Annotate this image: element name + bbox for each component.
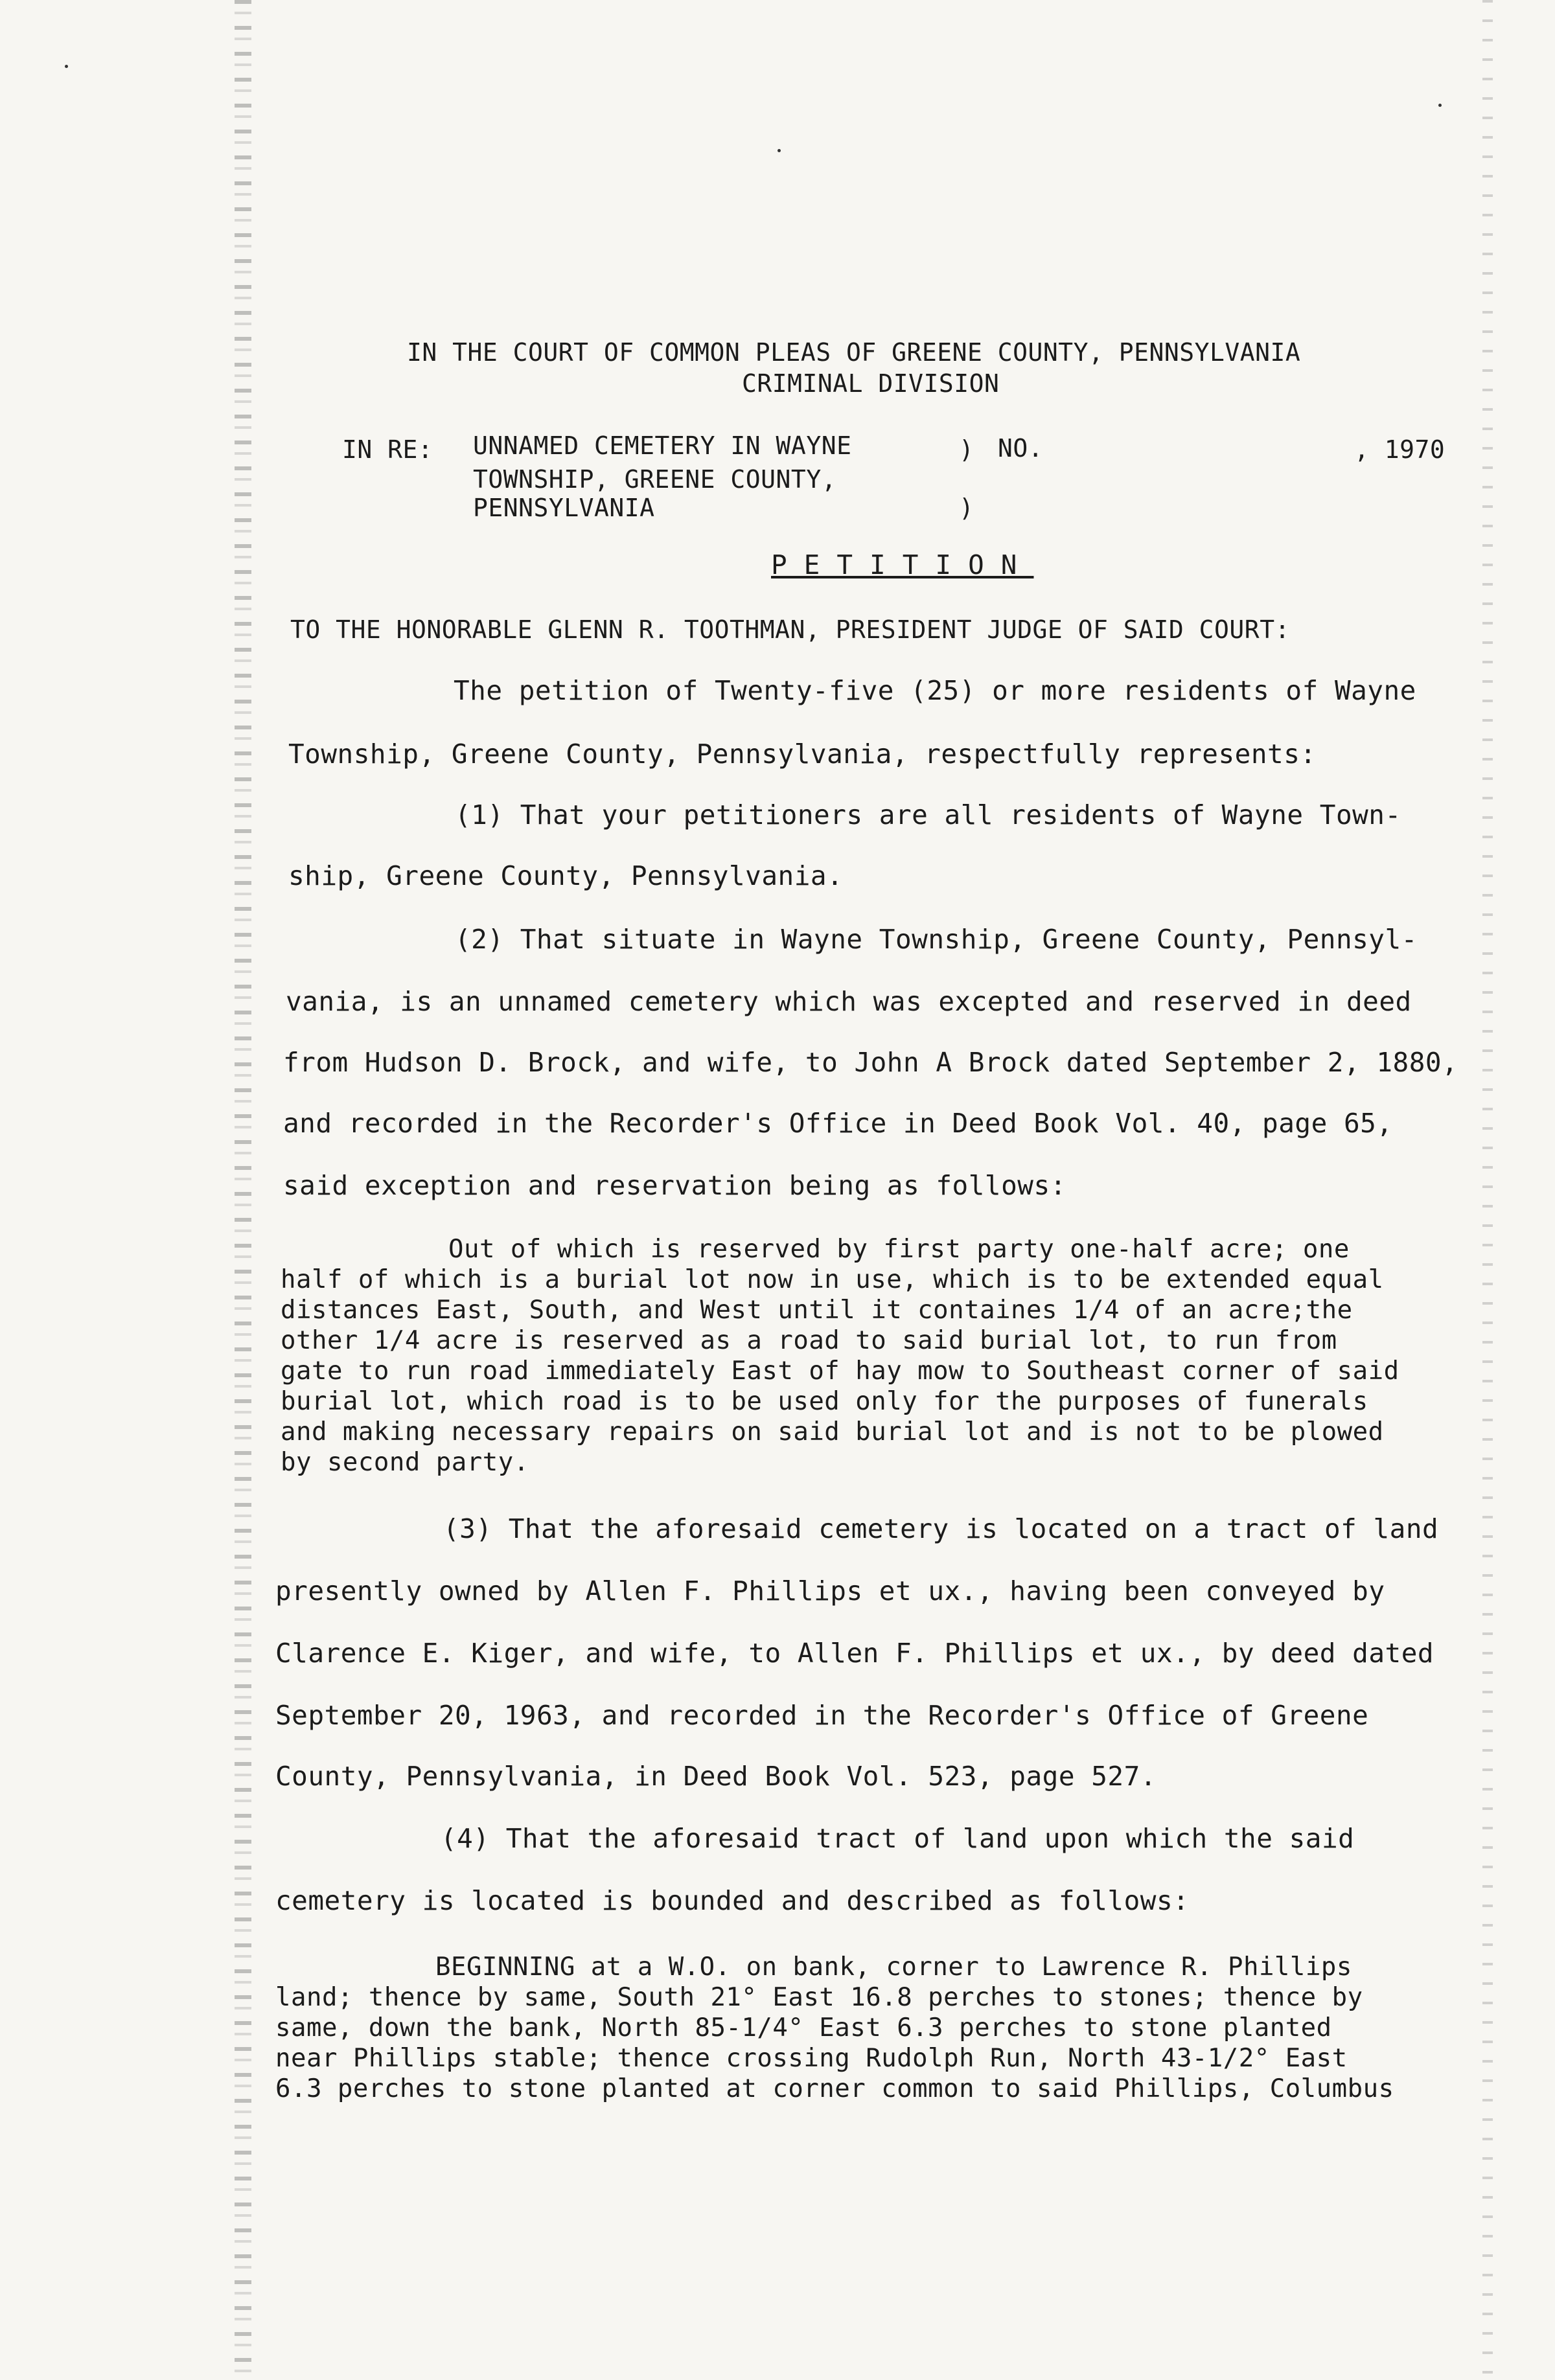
paragraph-3-line: County, Pennsylvania, in Deed Book Vol. 523, page 527. bbox=[275, 1761, 1157, 1792]
deed-quote-line: other 1/4 acre is reserved as a road to said burial lot, to run from bbox=[281, 1326, 1337, 1355]
deed-quote-line: half of which is a burial lot now in use, which is to be extended equal bbox=[281, 1265, 1384, 1294]
paragraph-2-line: vania, is an unnamed cemetery which was excepted and reserved in deed bbox=[286, 986, 1412, 1017]
addressee: TO THE HONORABLE GLENN R. TOOTHMAN, PRESIDENT JUDGE OF SAID COURT: bbox=[290, 615, 1290, 644]
paragraph-4-line: (4) That the aforesaid tract of land upon which the said bbox=[441, 1823, 1355, 1854]
paragraph-3-line: presently owned by Allen F. Phillips et ux., having been conveyed by bbox=[275, 1575, 1385, 1607]
paragraph-2-line: and recorded in the Recorder's Office in Deed Book Vol. 40, page 65, bbox=[283, 1108, 1393, 1139]
deed-quote-line: and making necessary repairs on said burial lot and is not to be plowed bbox=[281, 1417, 1384, 1447]
deed-quote-line: gate to run road immediately East of hay mow to Southeast corner of said bbox=[281, 1356, 1400, 1386]
scan-edge-left bbox=[235, 0, 251, 2380]
paragraph-2-line: from Hudson D. Brock, and wife, to John A Brock dated September 2, 1880, bbox=[283, 1047, 1458, 1078]
paragraph-3-line: September 20, 1963, and recorded in the Recorder's Office of Greene bbox=[275, 1700, 1369, 1731]
paragraph-4-line: cemetery is located is bounded and described as follows: bbox=[275, 1885, 1190, 1916]
intro-line: Township, Greene County, Pennsylvania, respectfully represents: bbox=[288, 738, 1317, 770]
paragraph-3-line: Clarence E. Kiger, and wife, to Allen F. Phillips et ux., by deed dated bbox=[275, 1638, 1434, 1669]
deed-quote-line: distances East, South, and West until it containes 1/4 of an acre;the bbox=[281, 1296, 1353, 1325]
caption-bracket: ) bbox=[959, 494, 974, 522]
court-heading-line1: IN THE COURT OF COMMON PLEAS OF GREENE COUNTY, PENNSYLVANIA bbox=[407, 338, 1301, 367]
intro-line: The petition of Twenty-five (25) or more residents of Wayne bbox=[454, 675, 1416, 706]
tract-description-line: near Phillips stable; thence crossing Rudolph Run, North 43-1/2° East bbox=[275, 2044, 1348, 2073]
paragraph-2-line: said exception and reservation being as follows: bbox=[283, 1170, 1066, 1201]
deed-quote-line: burial lot, which road is to be used only for the purposes of funerals bbox=[281, 1387, 1368, 1416]
scan-speck bbox=[65, 65, 68, 68]
case-number-label: NO. bbox=[998, 434, 1044, 463]
scan-edge-right bbox=[1482, 0, 1493, 2380]
paragraph-2-line: (2) That situate in Wayne Township, Greene County, Pennsyl- bbox=[455, 924, 1418, 955]
scan-speck bbox=[778, 149, 781, 152]
case-title-line2: TOWNSHIP, GREENE COUNTY, bbox=[473, 465, 837, 494]
paragraph-3-line: (3) That the aforesaid cemetery is located on a tract of land bbox=[443, 1513, 1439, 1544]
paragraph-1-line: ship, Greene County, Pennsylvania. bbox=[288, 860, 844, 891]
case-title-line1: UNNAMED CEMETERY IN WAYNE bbox=[473, 431, 852, 460]
tract-description-line: same, down the bank, North 85-1/4° East 6.3 perches to stone planted bbox=[275, 2013, 1332, 2042]
petition-title: PETITION bbox=[771, 549, 1034, 580]
caption-bracket: ) bbox=[959, 435, 974, 464]
deed-quote-line: by second party. bbox=[281, 1448, 529, 1477]
case-year: , 1970 bbox=[1354, 435, 1446, 464]
in-re-label: IN RE: bbox=[342, 435, 433, 464]
scan-speck bbox=[1438, 104, 1442, 107]
tract-description-line: BEGINNING at a W.O. on bank, corner to Lawrence R. Phillips bbox=[435, 1952, 1352, 1982]
tract-description-line: 6.3 perches to stone planted at corner common to said Phillips, Columbus bbox=[275, 2074, 1394, 2103]
paragraph-1-line: (1) That your petitioners are all residents of Wayne Town- bbox=[455, 799, 1401, 830]
deed-quote-line: Out of which is reserved by first party one-half acre; one bbox=[448, 1235, 1350, 1264]
case-title-line3: PENNSYLVANIA bbox=[473, 494, 655, 522]
court-heading-line2: CRIMINAL DIVISION bbox=[742, 369, 1000, 398]
tract-description-line: land; thence by same, South 21° East 16.8 perches to stones; thence by bbox=[275, 1983, 1363, 2012]
